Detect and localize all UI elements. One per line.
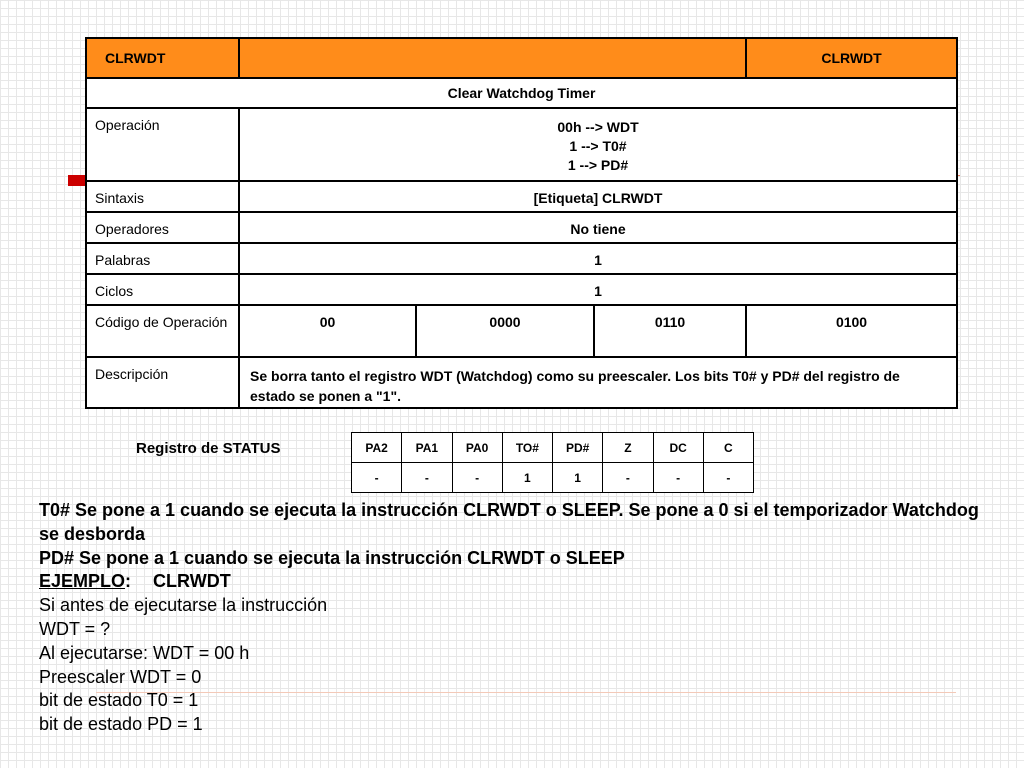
status-bit-header: PA0 (452, 433, 502, 463)
instruction-table (85, 37, 958, 409)
status-bit-header: PA1 (402, 433, 452, 463)
status-register-label: Registro de STATUS (136, 440, 281, 457)
sintaxis-row (86, 181, 957, 212)
example-note-line: bit de estado T0 = 1 (39, 690, 199, 711)
example-line (39, 570, 999, 594)
codigo-value: 0100 (746, 305, 957, 357)
descripcion-text: Se borra tanto el registro WDT (Watchdog) como su preescaler. Los bits T0# y PD# del registro de estado se ponen a "1". (239, 357, 957, 408)
sintaxis-label: Sintaxis (86, 181, 239, 212)
status-header-row (352, 433, 754, 463)
instruction-subtitle: Clear Watchdog Timer (86, 78, 957, 108)
notes-block (39, 499, 999, 737)
example-label: EJEMPLO (39, 571, 126, 592)
operacion-line: 00h --> WDT (557, 119, 639, 135)
operacion-line: 1 --> T0# (569, 138, 627, 154)
example-note-line: Si antes de ejecutarse la instrucción (39, 595, 328, 616)
palabras-value: 1 (239, 243, 957, 274)
status-bit-value: - (603, 463, 653, 493)
status-bit-value: - (402, 463, 452, 493)
operadores-label: Operadores (86, 212, 239, 243)
descripcion-label: Descripción (86, 357, 239, 408)
status-bit-header: PA2 (352, 433, 402, 463)
status-bit-header: Z (603, 433, 653, 463)
status-bit-value: 1 (553, 463, 603, 493)
sintaxis-value: [Etiqueta] CLRWDT (239, 181, 957, 212)
example-note-line: WDT = ? (39, 618, 111, 639)
codigo-row (86, 305, 957, 357)
status-bit-value: - (703, 463, 753, 493)
palabras-label: Palabras (86, 243, 239, 274)
example-colon: : (125, 571, 132, 592)
status-bit-value: - (653, 463, 703, 493)
codigo-value: 0000 (416, 305, 594, 357)
ciclos-row (86, 274, 957, 305)
subtitle-row (86, 78, 957, 108)
example-note-line: bit de estado PD = 1 (39, 714, 203, 735)
status-register-table (351, 432, 754, 493)
status-bit-value: - (452, 463, 502, 493)
operadores-row (86, 212, 957, 243)
operacion-line: 1 --> PD# (567, 157, 629, 173)
descripcion-row (86, 357, 957, 408)
mnemonic-title-right: CLRWDT (746, 38, 957, 78)
status-bit-header: TO# (502, 433, 552, 463)
title-row (86, 38, 957, 78)
status-bit-header: PD# (553, 433, 603, 463)
operadores-value: No tiene (239, 212, 957, 243)
status-bit-header: DC (653, 433, 703, 463)
mnemonic-title-left: CLRWDT (86, 38, 239, 78)
status-bit-value: 1 (502, 463, 552, 493)
status-bit-header: C (703, 433, 753, 463)
codigo-value: 0110 (594, 305, 746, 357)
status-value-row (352, 463, 754, 493)
pd-note: PD# Se pone a 1 cuando se ejecuta la instrucción CLRWDT o SLEEP (39, 547, 625, 568)
status-bit-value: - (352, 463, 402, 493)
codigo-label: Código de Operación (86, 305, 239, 357)
ciclos-value: 1 (239, 274, 957, 305)
codigo-value: 00 (239, 305, 416, 357)
palabras-row (86, 243, 957, 274)
example-value: CLRWDT (153, 571, 231, 592)
t0-note: T0# Se pone a 1 cuando se ejecuta la instrucción CLRWDT o SLEEP. Se pone a 0 si el temporizador Watchdog se desborda (39, 500, 979, 544)
example-note-line: Preescaler WDT = 0 (39, 666, 202, 687)
operacion-label: Operación (86, 108, 239, 181)
operacion-value (239, 108, 957, 181)
title-blank-cell (239, 38, 746, 78)
ciclos-label: Ciclos (86, 274, 239, 305)
example-note-line: Al ejecutarse: WDT = 00 h (39, 642, 250, 663)
operacion-row (86, 108, 957, 181)
